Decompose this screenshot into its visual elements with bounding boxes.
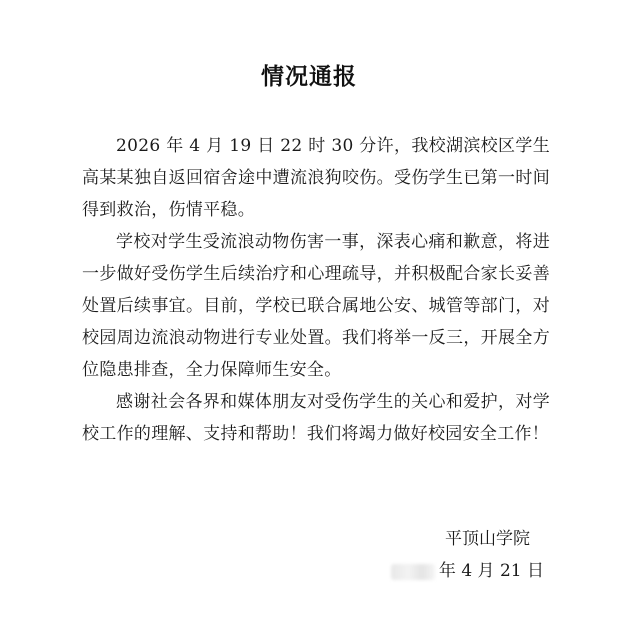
signature-organization: 平顶山学院 [445, 529, 530, 549]
paragraph-incident: 2026 年 4 月 19 日 22 时 30 分许，我校湖滨校区学生高某某独自返回宿舍途中遭流浪狗咬伤。受伤学生已第一时间得到救治，伤情平稳。 [82, 136, 550, 220]
paragraph-response: 学校对学生受流浪动物伤害一事，深表心痛和歉意，将进一步做好受伤学生后续治疗和心理疏导，并积极配合家长妥善处置后续事宜。目前，学校已联合属地公安、城管等部门，对校园周边流浪动物进行专业处置。我们将举一反三，开展全方位隐患排查，全力保障师生安全。 [82, 232, 550, 380]
document-title: 情况通报 [261, 64, 357, 90]
paragraph-thanks: 感谢社会各界和媒体朋友对受伤学生的关心和爱护，对学校工作的理解、支持和帮助！我们将竭力做好校园安全工作！ [82, 392, 550, 444]
document-body [82, 130, 550, 450]
signature-block [344, 523, 544, 587]
signature-date: 年 4 月 21 日 [438, 561, 544, 581]
signature-date-row [344, 555, 544, 587]
blurred-year-mark [391, 564, 435, 580]
